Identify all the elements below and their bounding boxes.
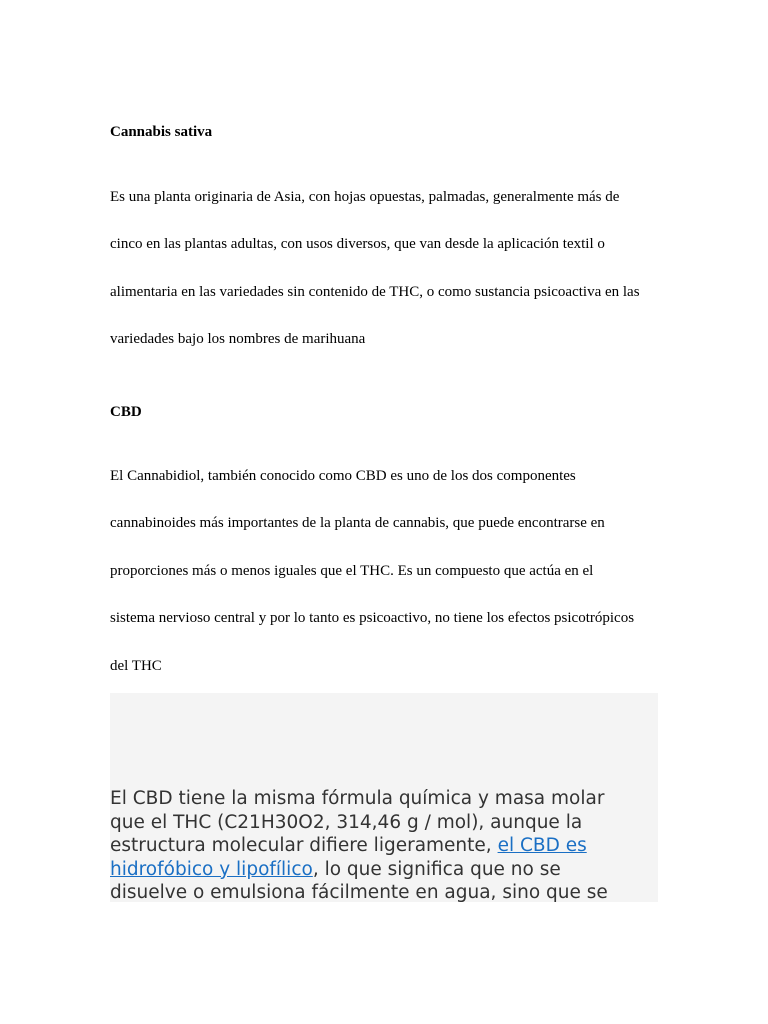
paragraph-line: del THC (110, 658, 162, 674)
paragraph-line: cannabinoides más importantes de la planta de cannabis, que puede encontrarse en (110, 515, 605, 531)
paragraph-line: cinco en las plantas adultas, con usos diversos, que van desde la aplicación textil o (110, 236, 605, 252)
callout-line: El CBD tiene la misma fórmula química y masa molar (110, 788, 605, 809)
callout-text-segment: , lo que significa que no se (312, 858, 561, 880)
callout-line: disuelve o emulsiona fácilmente en agua, sino que se (110, 882, 608, 902)
callout-text-segment: estructura molecular difiere ligeramente, (110, 835, 498, 856)
paragraph-line: alimentaria en las variedades sin contenido de THC, o como sustancia psicoactiva en las (110, 284, 640, 300)
cbd-hydrophobic-link-continued[interactable]: hidrofóbico y lipofílico (110, 858, 313, 880)
paragraph-line: variedades bajo los nombres de marihuana (110, 331, 366, 347)
heading-cbd: CBD (110, 404, 142, 420)
callout-line (110, 858, 658, 882)
paragraph-line: Es una planta originaria de Asia, con hojas opuestas, palmadas, generalmente más de (110, 189, 620, 205)
paragraph-line: proporciones más o menos iguales que el THC. Es un compuesto que actúa en el (110, 563, 594, 579)
quoted-callout-box (110, 693, 658, 902)
callout-line (110, 834, 658, 858)
cbd-hydrophobic-link[interactable]: el CBD es (497, 835, 587, 856)
paragraph-line: El Cannabidiol, también conocido como CBD es uno de los dos componentes (110, 468, 576, 484)
callout-line: que el THC (C21H30O2, 314,46 g / mol), aunque la (110, 811, 583, 833)
heading-cannabis-sativa: Cannabis sativa (110, 124, 213, 140)
callout-text (110, 787, 658, 902)
paragraph-line: sistema nervioso central y por lo tanto es psicoactivo, no tiene los efectos psicotrópicos (110, 610, 635, 626)
